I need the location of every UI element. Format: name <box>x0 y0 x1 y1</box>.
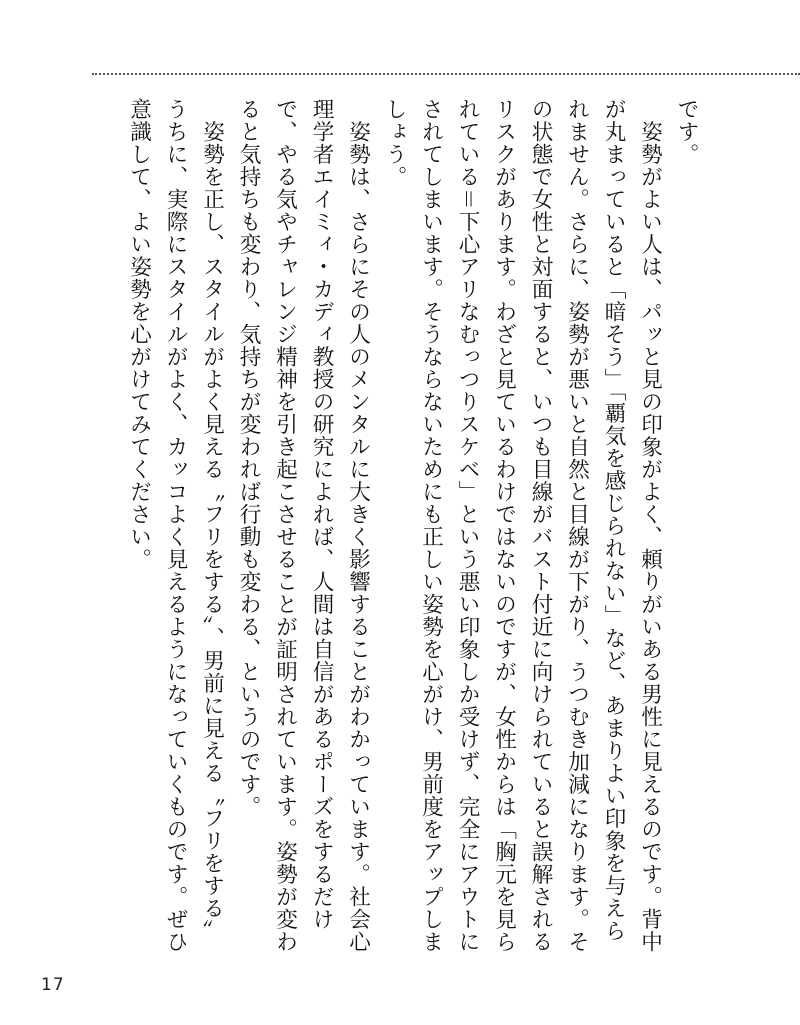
header-dotted-rule <box>92 73 800 75</box>
page-number: 17 <box>41 975 65 995</box>
paragraph: 姿勢を正し、スタイルがよく見える〝フリをする〟、男前に見える〝フリをする〟うちに、実際にスタイルがよく、カッコよく見えるようになっていくものです。ぜひ意識して、よい姿勢を心がけてみてください。 <box>126 98 225 953</box>
vertical-text-body <box>104 98 704 958</box>
paragraph: 姿勢がよい人は、パッと見の印象がよく、頼りがいある男性に見えるのです。背中が丸まっていると「暗そう」「覇気を感じられない」など、あまりよい印象を与えられません。さらに、姿勢が悪いと自然と目線が下がり、うつむき加減になります。その状態で女性と対面すると、いつも目線がバスト付近に向けられていると誤解されるリスクがあります。わざと見ているわけではないのですが、女性からは「胸元を見られている＝下心アリなむっつりスケベ」という悪い印象しか受けず、完全にアウトにされてしまいます。そうならないためにも正しい姿勢を心がけ、男前度をアップしましょう。 <box>382 98 663 953</box>
paragraph: です。 <box>674 98 699 166</box>
paragraph: 姿勢は、さらにその人のメンタルに大きく影響することがわかっています。社会心理学者エイミィ・カディ教授の研究によれば、人間は自信があるポーズをするだけで、やる気やチャレンジ精神を引き起こさせることが証明されています。姿勢が変わると気持ちも変わり、気持ちが変われば行動も変わる、というのです。 <box>236 98 371 953</box>
